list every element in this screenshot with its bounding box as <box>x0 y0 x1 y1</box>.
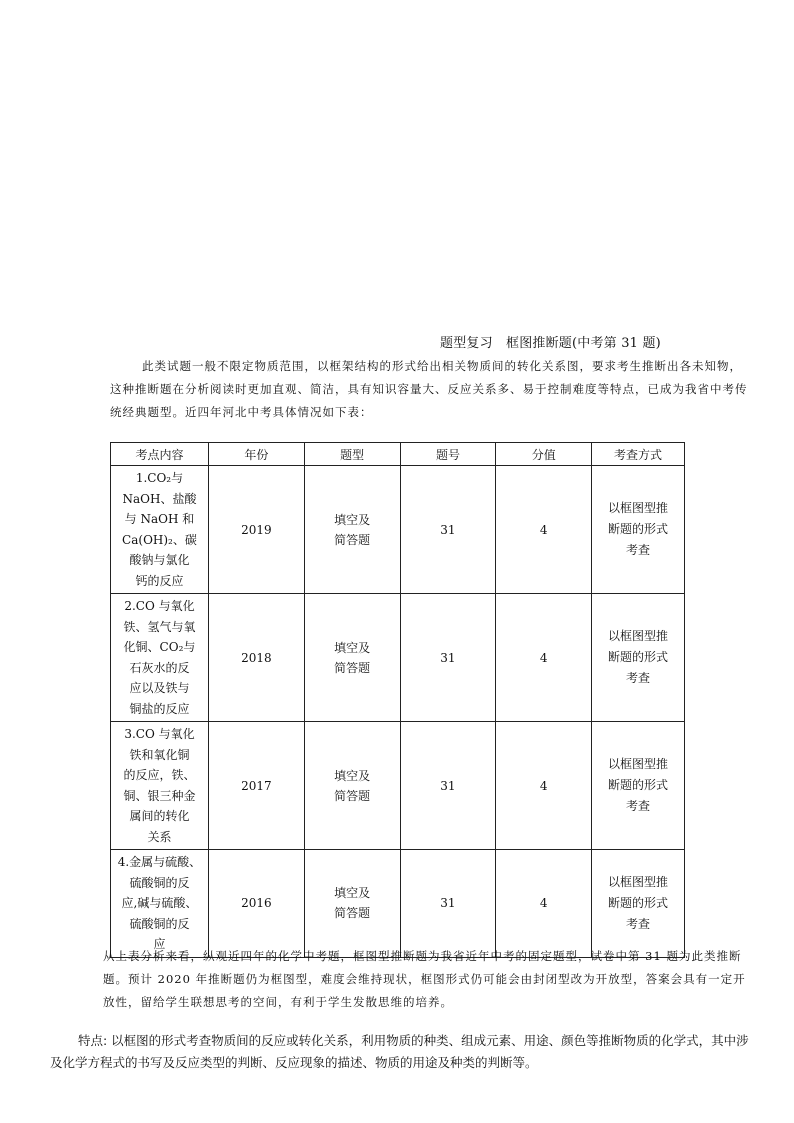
header-year: 年份 <box>208 443 304 466</box>
cell-score: 4 <box>496 594 592 722</box>
exam-table <box>110 442 685 958</box>
page-title: 题型复习 框图推断题(中考第 31 题) <box>440 336 661 351</box>
content-line: 2.CO 与氧化 <box>124 599 195 613</box>
content-line: 属间的转化 <box>129 809 190 823</box>
table-header-row <box>111 443 685 466</box>
table-row <box>111 722 685 850</box>
cell-content <box>111 594 209 722</box>
cell-score: 4 <box>496 466 592 594</box>
summary-text: 从上表分析来看，纵观近四年的化学中考题，框图型推断题为我省近年中考的固定题型，试卷中第 31 题为此类推断题。预计 2020 年推断题仍为框图型，难度会维持现状，框图形式仍可能会由封闭型改为开放型，答案会具有一定开放性，留给学生联想思考的空间，有利于学生发散思维的培养。 <box>103 949 746 1009</box>
cell-score: 4 <box>496 722 592 850</box>
cell-method <box>592 466 685 594</box>
cell-content <box>111 466 209 594</box>
qtype-line: 简答题 <box>334 906 371 921</box>
method-line: 断题的形式 <box>608 895 669 910</box>
cell-method <box>592 850 685 958</box>
features-paragraph <box>50 1030 755 1074</box>
content-line: 硫酸铜的反 <box>129 875 190 890</box>
cell-question-type <box>304 850 400 958</box>
qtype-line: 填空及 <box>334 886 371 901</box>
content-line: 铁和氧化铜 <box>129 747 190 762</box>
qtype-line: 简答题 <box>334 532 371 547</box>
content-line: Ca(OH)₂、碳 <box>122 532 197 547</box>
method-line: 以框图型推 <box>608 629 669 643</box>
content-line: 应,碱与硫酸、 <box>121 896 198 910</box>
content-line: 1.CO₂与 <box>135 471 184 485</box>
header-question-type: 题型 <box>304 443 400 466</box>
cell-question-type <box>304 722 400 850</box>
features-text: 特点: 以框图的形式考查物质间的反应或转化关系，利用物质的种类、组成元素、用途、颜色等推断物质的化学式，其中涉及化学方程式的书写及反应类型的判断、反应现象的描述、物质的用途及种类的判断等。 <box>50 1033 749 1070</box>
content-line: 3.CO 与氧化 <box>124 727 195 741</box>
table-row <box>111 594 685 722</box>
qtype-line: 填空及 <box>334 768 371 783</box>
content-line: 化铜、CO₂与 <box>123 640 196 654</box>
content-line: NaOH、盐酸 <box>122 491 197 506</box>
content-line: 钙的反应 <box>135 573 184 588</box>
table-row <box>111 466 685 594</box>
qtype-line: 填空及 <box>334 512 371 527</box>
method-line: 考查 <box>626 916 651 931</box>
table-row <box>111 850 685 958</box>
header-content: 考点内容 <box>111 443 209 466</box>
qtype-line: 简答题 <box>334 788 371 803</box>
cell-question-type <box>304 466 400 594</box>
qtype-line: 简答题 <box>334 660 371 675</box>
header-score: 分值 <box>496 443 592 466</box>
content-line: 关系 <box>147 829 172 844</box>
cell-method <box>592 722 685 850</box>
content-line: 与 NaOH 和 <box>124 512 195 526</box>
cell-year: 2017 <box>208 722 304 850</box>
method-line: 以框图型推 <box>608 757 669 771</box>
content-line: 4.金属与硫酸、 <box>117 855 202 869</box>
method-line: 以框图型推 <box>608 874 669 889</box>
method-line: 考查 <box>626 671 651 685</box>
header-method: 考查方式 <box>592 443 685 466</box>
cell-content <box>111 722 209 850</box>
cell-question-number: 31 <box>400 850 496 958</box>
intro-paragraph <box>110 355 750 424</box>
content-line: 酸钠与氯化 <box>129 553 190 567</box>
content-line: 硫酸铜的反 <box>129 916 190 931</box>
qtype-line: 填空及 <box>334 640 371 655</box>
content-line: 石灰水的反 <box>129 660 190 675</box>
content-line: 铜、银三种金 <box>123 788 196 803</box>
content-line: 铁、氢气与氧 <box>123 619 196 634</box>
method-line: 考查 <box>626 799 651 813</box>
method-line: 断题的形式 <box>608 650 669 664</box>
content-line: 铜盐的反应 <box>129 701 190 716</box>
cell-question-type <box>304 594 400 722</box>
intro-text: 此类试题一般不限定物质范围，以框架结构的形式给出相关物质间的转化关系图，要求考生推断出各未知物，这种推断题在分析阅读时更加直观、简洁，具有知识容量大、反应关系多、易于控制难度等特点，已成为我省中考传统经典题型。近四年河北中考具体情况如下表： <box>110 359 748 419</box>
method-line: 考查 <box>626 543 651 557</box>
content-line: 的反应，铁、 <box>123 768 196 782</box>
content-line: 应以及铁与 <box>129 681 190 695</box>
cell-question-number: 31 <box>400 722 496 850</box>
method-line: 断题的形式 <box>608 522 669 536</box>
cell-question-number: 31 <box>400 594 496 722</box>
cell-year: 2018 <box>208 594 304 722</box>
cell-year: 2019 <box>208 466 304 594</box>
method-line: 断题的形式 <box>608 778 669 792</box>
method-line: 以框图型推 <box>608 501 669 515</box>
cell-content <box>111 850 209 958</box>
cell-question-number: 31 <box>400 466 496 594</box>
cell-year: 2016 <box>208 850 304 958</box>
header-question-number: 题号 <box>400 443 496 466</box>
content-line: 应 <box>153 937 166 951</box>
cell-score: 4 <box>496 850 592 958</box>
cell-method <box>592 594 685 722</box>
summary-paragraph <box>103 945 755 1014</box>
